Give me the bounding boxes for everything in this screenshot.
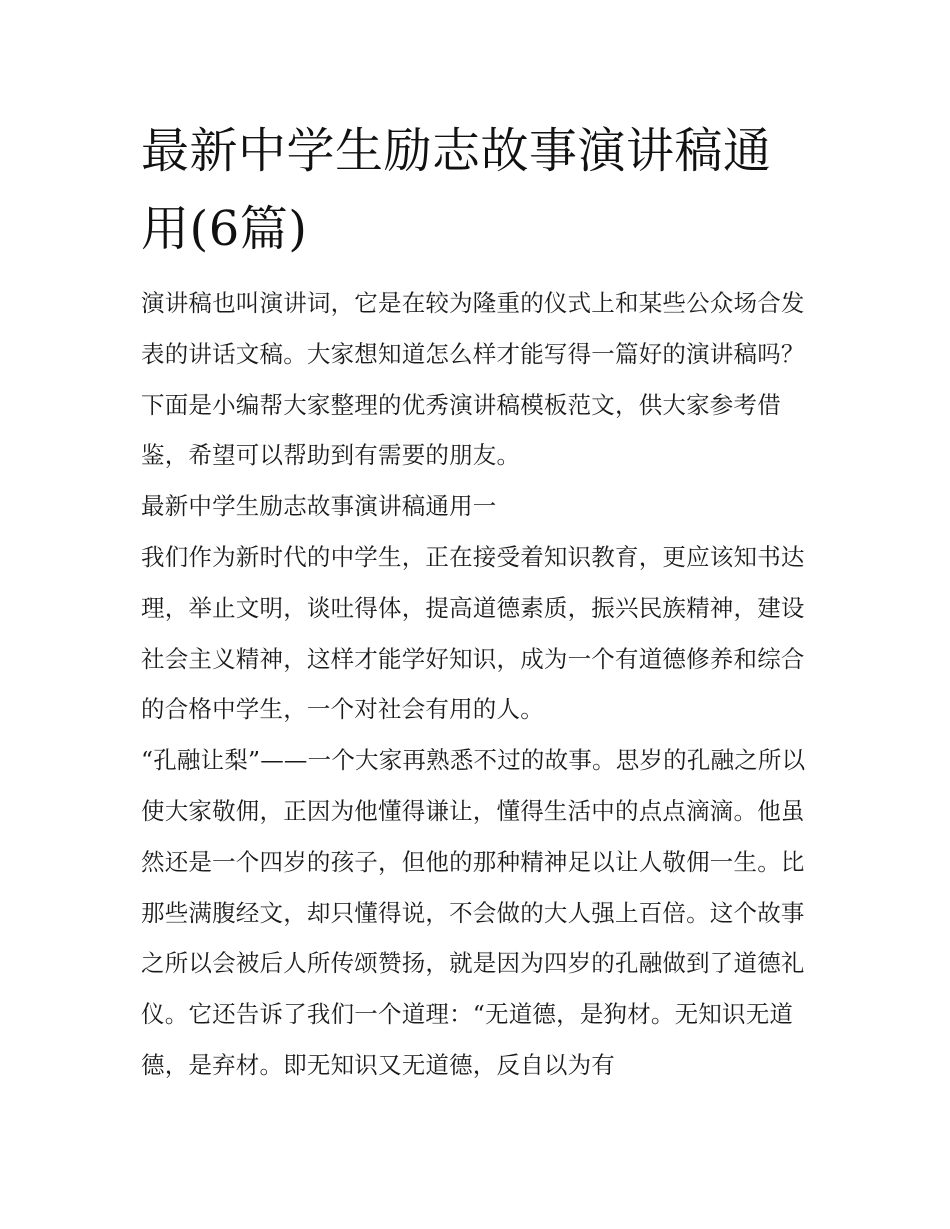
paragraph-list <box>141 278 816 1091</box>
section-heading: 最新中学生励志故事演讲稿通用一 <box>141 492 497 521</box>
document-body <box>141 112 816 1091</box>
intro-paragraph: 演讲稿也叫演讲词，它是在较为隆重的仪式上和某些公众场合发表的讲话文稿。大家想知道怎么样才能写得一篇好的演讲稿吗？下面是小编帮大家整理的优秀演讲稿模板范文，供大家参考借鉴，希望可以帮助到有需要的朋友。 <box>141 289 805 470</box>
document-title: 最新中学生励志故事演讲稿通用(6篇) <box>141 123 772 257</box>
body-paragraph: “孔融让梨”——一个大家再熟悉不过的故事。思岁的孔融之所以使大家敬佣，正因为他懂得谦让，懂得生活中的点点滴滴。他虽然还是一个四岁的孩子，但他的那种精神足以让人敬佣一生。比那些满腹经文，却只懂得说，不会做的大人强上百倍。这个故事之所以会被后人所传颂赞扬，就是因为四岁的孔融做到了道德礼仪。它还告诉了我们一个道理：“无道德，是狗材。无知识无道德，是弃材。即无知识又无道德，反自以为有 <box>141 746 806 1079</box>
body-paragraph: 我们作为新时代的中学生，正在接受着知识教育，更应该知书达理，举止文明，谈吐得体，提高道德素质，振兴民族精神，建设社会主义精神，这样才能学好知识，成为一个有道德修养和综合的合格中学生，一个对社会有用的人。 <box>141 542 805 724</box>
